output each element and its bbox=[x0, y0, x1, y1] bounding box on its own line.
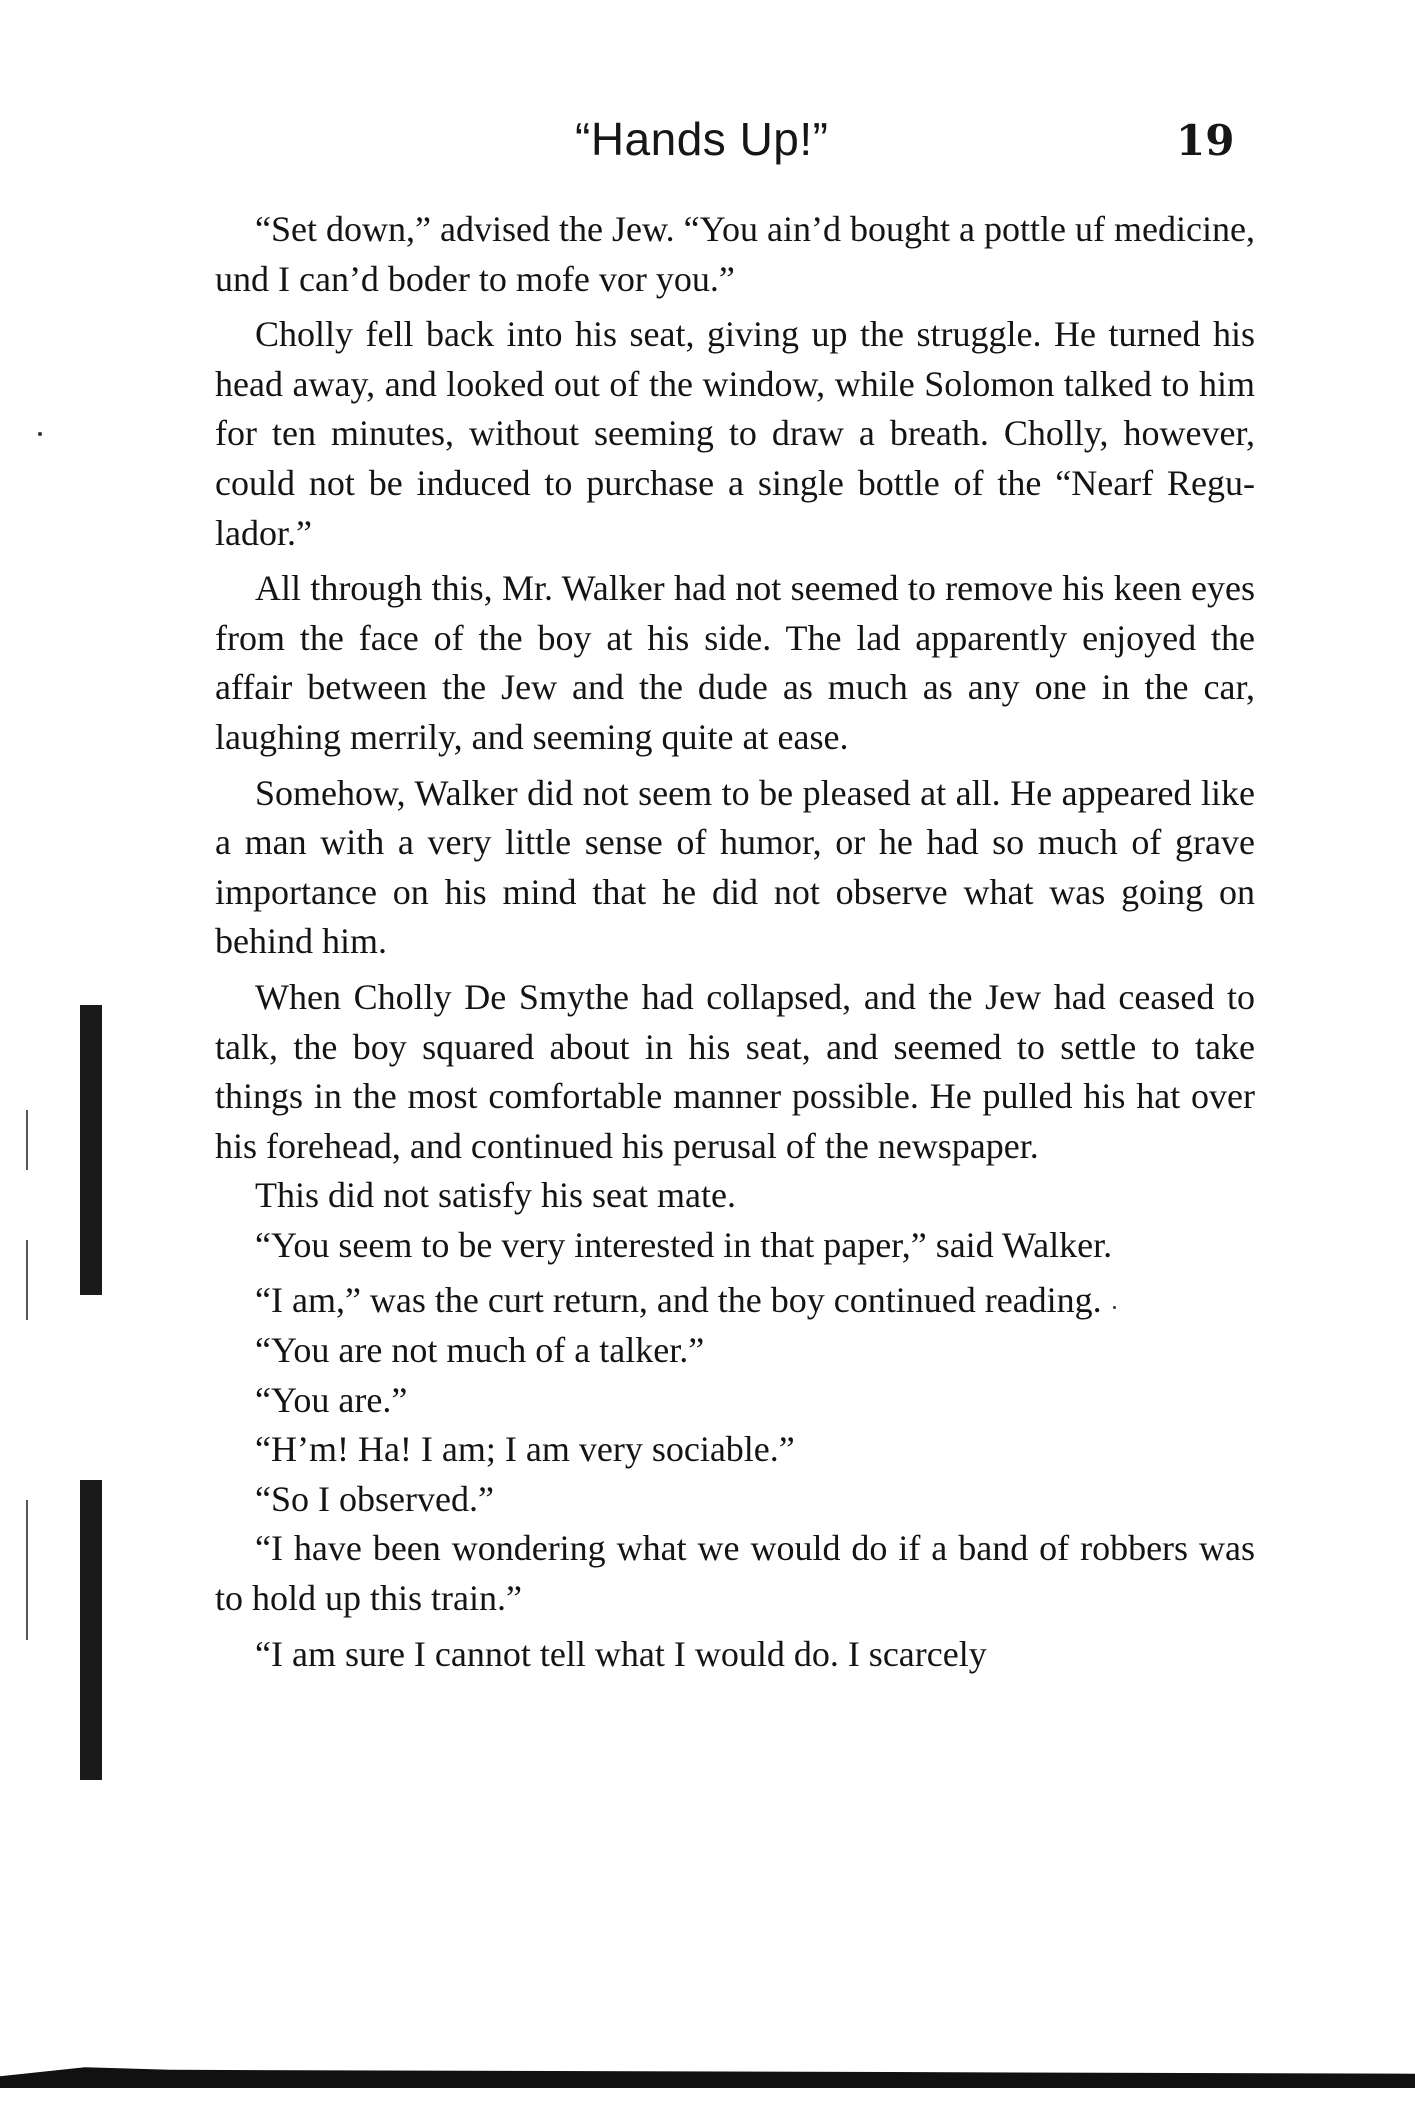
paragraph: Somehow, Walker did not seem to be pleased at all. He appeared like a man with a very little sense of humor, or he had so much of grave importance on his mind that he did not observe what was going on behind him. bbox=[215, 772, 1255, 962]
scan-bottom-edge bbox=[0, 2062, 1415, 2088]
paragraph: “You are.” bbox=[255, 1379, 408, 1420]
page-number: 19 bbox=[1176, 116, 1235, 165]
running-head bbox=[0, 112, 1415, 182]
paragraph: “You seem to be very interested in that paper,” said Walker. bbox=[255, 1224, 1113, 1265]
paragraph: “So I observed.” bbox=[255, 1478, 494, 1519]
paragraph: “Set down,” advised the Jew. “You ain’d bought a pottle uf medicine, und I can’d boder to mofe vor you.” bbox=[215, 209, 1255, 299]
scan-speck bbox=[38, 432, 42, 436]
body-text bbox=[215, 205, 1255, 1679]
paragraph: “I have been wondering what we would do if a band of robbers was to hold up this train.” bbox=[215, 1528, 1255, 1619]
scan-speck bbox=[1113, 1306, 1116, 1309]
paragraph: “I am sure I cannot tell what I would do. I scarcely bbox=[255, 1633, 987, 1674]
paragraph: “I am,” was the curt return, and the boy continued reading. bbox=[255, 1280, 1102, 1321]
paragraph: This did not satisfy his seat mate. bbox=[255, 1175, 736, 1216]
scan-margin-mark bbox=[26, 1500, 28, 1640]
paragraph: “You are not much of a talker.” bbox=[255, 1330, 705, 1371]
scan-margin-mark bbox=[26, 1110, 28, 1170]
paragraph: When Cholly De Smythe had collapsed, and the Jew had ceased to talk, the boy squared about in his seat, and seemed to settle to take things in the most comfortable manner possible. He pulled his hat over his forehead, and continued his perusal of the newspaper. bbox=[215, 976, 1255, 1166]
scan-margin-mark bbox=[26, 1240, 28, 1320]
paragraph: All through this, Mr. Walker had not seemed to remove his keen eyes from the face of the boy at his side. The lad apparently enjoyed the affair between the Jew and the dude as much as any one in the car, laughing merrily, and seeming quite at ease. bbox=[215, 568, 1255, 757]
paragraph: Cholly fell back into his seat, giving up the struggle. He turned his head away, and looked out of the window, while Solomon talked to him for ten minutes, without seeming to draw a breath. Cholly, however, could not be induced to purchase a single bottle of the “Nearf Regulador.” bbox=[215, 314, 1255, 553]
running-title: “Hands Up!” bbox=[575, 113, 829, 165]
scan-margin-mark bbox=[80, 1005, 102, 1295]
scan-margin-mark bbox=[80, 1480, 102, 1780]
paragraph: “H’m! Ha! I am; I am very sociable.” bbox=[255, 1429, 795, 1470]
